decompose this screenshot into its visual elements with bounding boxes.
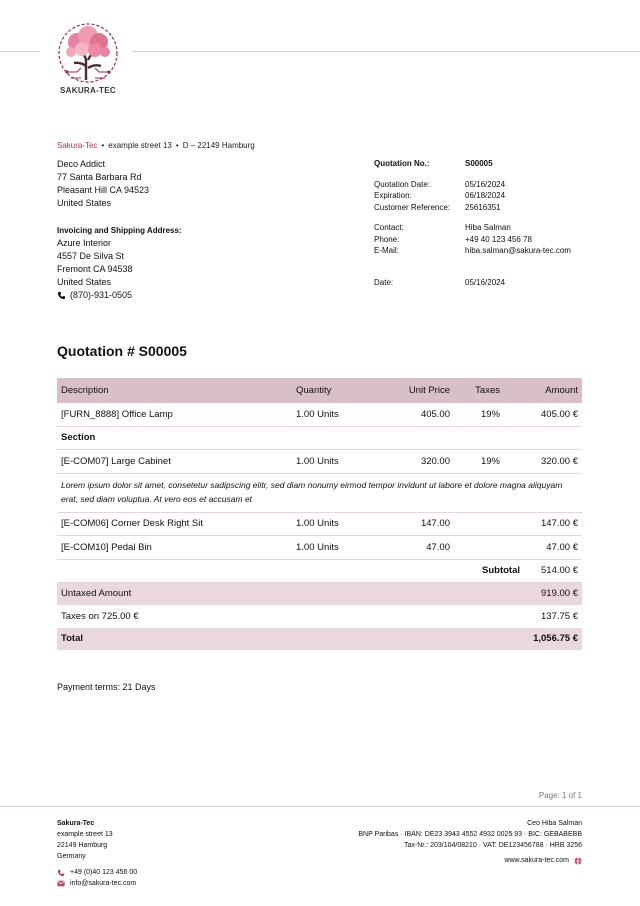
total-label: Total (61, 633, 83, 645)
footer-zip-city: 22149 Hamburg (57, 842, 108, 849)
subtotal-row (57, 560, 582, 583)
row-quantity: 1.00 Units (296, 518, 339, 530)
footer-company (57, 818, 137, 889)
untaxed-value: 919.00 € (541, 588, 578, 600)
row-description: [E-COM07] Large Cabinet (61, 455, 171, 467)
taxes-row (57, 605, 582, 628)
header-divider-left (0, 51, 40, 52)
subtotal-label: Subtotal (482, 565, 520, 576)
header-divider-right (132, 51, 640, 52)
totals-block (57, 583, 582, 651)
row-amount: 320.00 € (541, 455, 578, 467)
footer-website[interactable]: www.sakura-tec.com (504, 857, 569, 864)
shipping-label: Invoicing and Shipping Address: (57, 226, 182, 235)
table-row (57, 450, 582, 474)
quotation-no: S00005 (465, 159, 493, 168)
footer-company-name: Sakura-Tec (57, 820, 95, 827)
quotation-lines-table (57, 378, 582, 650)
shipping-country: United States (57, 277, 112, 287)
taxes-label: Taxes on 725.00 € (61, 610, 139, 622)
table-header (57, 378, 582, 403)
customer-country: United States (57, 198, 112, 208)
footer-ceo: Ceo Hiba Salman (527, 820, 582, 827)
row-unit-price: 405.00 (420, 408, 450, 420)
sender-address-line: Sakura-Tec • example street 13 • D – 22149 Hamburg (57, 141, 255, 150)
total-row (57, 628, 582, 651)
customer-city: Pleasant Hill CA 94523 (57, 185, 150, 195)
row-description: [FURN_8888] Office Lamp (61, 408, 173, 420)
header-taxes: Taxes (475, 385, 500, 396)
header-description: Description (61, 385, 109, 396)
row-amount: 405.00 € (541, 408, 578, 420)
quotation-date-label: Quotation Date: (374, 179, 431, 189)
untaxed-label: Untaxed Amount (61, 588, 132, 600)
footer-legal (358, 818, 582, 866)
contact-phone: +49 40 123 456 78 (465, 234, 532, 244)
sakura-tree-logo-icon (55, 22, 121, 84)
footer-website-row (358, 855, 582, 866)
expiration-label: Expiration: (374, 191, 412, 200)
contact-email: hiba.salman@sakura-tec.com (465, 246, 571, 255)
footer-phone: +49 (0)40 123 456 00 (70, 869, 138, 876)
section-row (57, 427, 582, 451)
row-amount: 47.00 € (546, 541, 578, 553)
shipping-name: Azure Interior (57, 238, 112, 248)
note-row (57, 474, 582, 513)
payment-terms: Payment terms: 21 Days (57, 682, 156, 692)
taxes-value: 137.75 € (541, 610, 578, 622)
date-value: 05/16/2024 (465, 277, 506, 287)
expiration-date: 06/18/2024 (465, 191, 506, 200)
table-row (57, 536, 582, 560)
total-value: 1,056.75 € (533, 633, 578, 645)
row-amount: 147.00 € (541, 518, 578, 530)
row-quantity: 1.00 Units (296, 541, 339, 553)
shipping-street: 4557 De Silva St (57, 251, 125, 261)
page-number: Page: 1 of 1 (538, 791, 582, 800)
footer-tax: Tax-Nr.: 203/104/08210 · VAT: DE123456788 · HRB 3256 (404, 842, 582, 849)
footer-divider (0, 806, 640, 807)
footer-phone-row (57, 867, 137, 878)
row-quantity: 1.00 Units (296, 455, 339, 467)
date-label: Date: (374, 277, 394, 287)
row-quantity: 1.00 Units (296, 408, 339, 420)
email-label: E-Mail: (374, 246, 399, 255)
row-description: [E-COM06] Corner Desk Right Sit (61, 518, 204, 530)
company-logo (52, 22, 124, 95)
sender-street: example street 13 (108, 141, 172, 150)
footer-email-row (57, 878, 137, 889)
sender-country-code: D (182, 141, 189, 150)
phone-label: Phone: (374, 234, 400, 244)
quotation-no-label: Quotation No.: (374, 159, 430, 168)
customer-street: 77 Santa Barbara Rd (57, 172, 142, 182)
table-row (57, 513, 582, 537)
page-title: Quotation # S00005 (57, 343, 187, 359)
footer-email: info@sakura-tec.com (70, 880, 137, 887)
customer-address (57, 158, 149, 210)
customer-reference-label: Customer Reference: (374, 202, 451, 212)
contact-name: Hiba Salman (465, 223, 511, 232)
quotation-date: 05/16/2024 (465, 179, 506, 189)
note-text: Lorem ipsum dolor sit amet, consetetur sadipscing elitr, sed diam nonumy eirmod tempor invidunt ut labore et dolore magna aliquyam erat, sed diam voluptua. At vero eos et accusam et (61, 479, 563, 504)
row-unit-price: 320.00 (420, 455, 450, 467)
customer-reference: 25616351 (465, 202, 501, 212)
footer-country: Germany (57, 853, 86, 860)
phone-icon (57, 291, 66, 300)
phone-icon (57, 869, 65, 877)
row-taxes: 19% (480, 455, 500, 467)
section-label: Section (61, 432, 96, 444)
shipping-address (57, 224, 182, 302)
subtotal-value: 514.00 € (541, 565, 578, 576)
header-unit-price: Unit Price (408, 385, 450, 396)
shipping-city: Fremont CA 94538 (57, 264, 133, 274)
header-quantity: Quantity (296, 385, 332, 396)
globe-icon (574, 857, 582, 865)
row-taxes: 19% (480, 408, 500, 420)
table-row (57, 403, 582, 427)
quotation-info (374, 158, 594, 288)
envelope-icon (57, 880, 65, 887)
sender-company-name: Sakura-Tec (57, 141, 98, 150)
row-unit-price: 47.00 (426, 541, 450, 553)
shipping-phone-row (57, 289, 182, 302)
footer-street: example street 13 (57, 831, 113, 838)
header-amount: Amount (545, 385, 578, 396)
sender-zip-city: 22149 Hamburg (197, 141, 255, 150)
footer-bank: BNP Paribas · IBAN: DE23 3943 4552 4932 0025 93 · BIC: GEBABEBB (358, 831, 582, 838)
contact-label: Contact: (374, 223, 404, 232)
shipping-phone: (870)-931-0505 (70, 290, 133, 300)
logo-text: SAKURA-TEC (60, 86, 116, 95)
customer-name: Deco Addict (57, 159, 106, 169)
row-unit-price: 147.00 (420, 518, 450, 530)
row-description: [E-COM10] Pedal Bin (61, 541, 152, 553)
untaxed-row (57, 583, 582, 606)
